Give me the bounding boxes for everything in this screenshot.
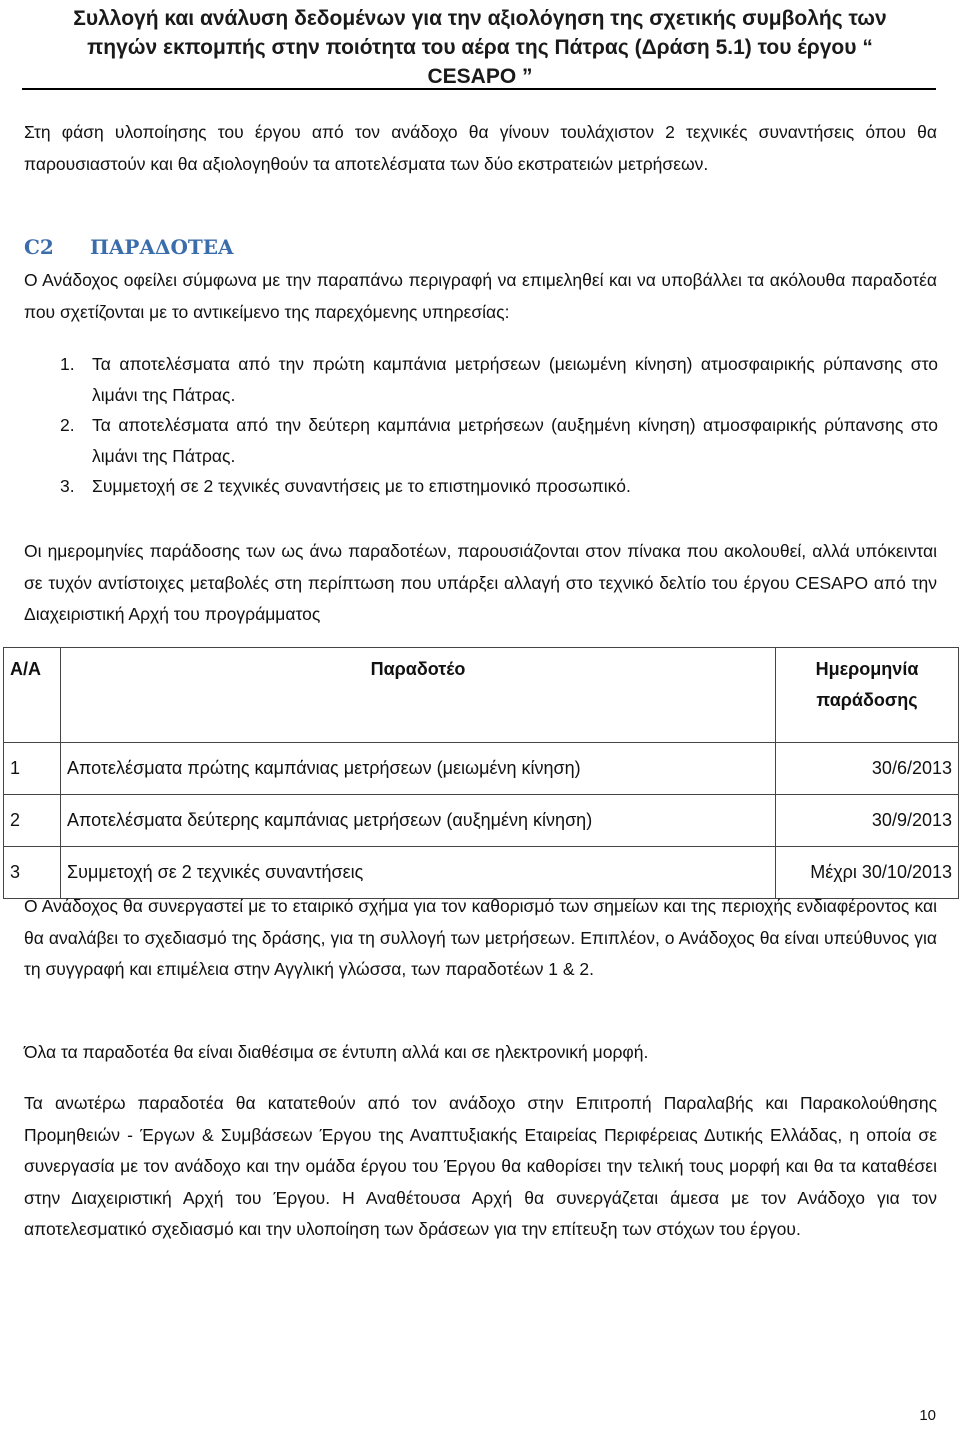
page-number: 10 <box>919 1407 936 1424</box>
list-item-text: Συμμετοχή σε 2 τεχνικές συναντήσεις με το επιστημονικό προσωπικό. <box>92 476 631 496</box>
list-item-text: Τα αποτελέσματα από την δεύτερη καμπάνια μετρήσεων (αυξημένη κίνηση) ατμοσφαιρικής ρύπανσης στο λιμάνι της Πάτρας. <box>92 415 938 466</box>
section-intro-paragraph: Ο Ανάδοχος οφείλει σύμφωνα με την παραπάνω περιγραφή να επιμεληθεί και να υποβάλλει τα ακόλουθα παραδοτέα που σχετίζονται με το αντικείμενο της παρεχόμενης υπηρεσίας: <box>24 270 937 322</box>
section-number: C2 <box>24 235 54 259</box>
running-header <box>22 4 938 91</box>
dates-paragraph: Οι ημερομηνίες παράδοσης των ως άνω παραδοτέων, παρουσιάζονται στον πίνακα που ακολουθεί, αλλά υπόκεινται σε τυχόν αντίστοιχες μεταβολές στη περίπτωση που υπάρξει αλλαγή στο τεχνικό δελτίο του έργου CESAPO από την Διαχειριστική Αρχή του προγράμματος <box>24 541 937 624</box>
table-cell-deliverable: Συμμετοχή σε 2 τεχνικές συναντήσεις <box>61 847 776 899</box>
list-item-number: 1. <box>60 354 75 374</box>
deliverables-table <box>3 647 959 899</box>
table-cell-deliverable: Αποτελέσματα πρώτης καμπάνιας μετρήσεων (μειωμένη κίνηση) <box>61 743 776 795</box>
header-line-3: CESAPO ” <box>427 65 533 88</box>
cooperation-paragraph: Ο Ανάδοχος θα συνεργαστεί με το εταιρικό σχήμα για τον καθορισμό των σημείων και της περιοχής ενδιαφέροντος και θα αναλάβει το σχεδιασμό της δράσης, για τη συλλογή των μετρήσεων. Επιπλέον, ο Ανάδοχος θα είναι υπεύθυνος για τη συγγραφή και επιμέλεια στην Αγγλική γλώσσα, των παραδοτέων 1 & 2. <box>24 896 937 979</box>
header-line-1: Συλλογή και ανάλυση δεδομένων για την αξιολόγηση της σχετικής συμβολής των <box>73 7 887 30</box>
submission-paragraph: Τα ανωτέρω παραδοτέα θα κατατεθούν από τον ανάδοχο στην Επιτροπή Παραλαβής και Παρακολούθησης Προμηθειών - Έργων & Συμβάσεων Έργου της Αναπτυξιακής Εταιρείας Περιφέρειας Δυτικής Ελλάδας, η οποία σε συνεργασία με τον ανάδοχο και την ομάδα έργου του Έργου θα καθορίσει την τελική τους μορφή και θα τα καταθέσει στην Διαχειριστική Αρχή του Έργου. Η Αναθέτουσα Αρχή θα συνεργάζεται άμεσα με τον Ανάδοχο για τον αποτελεσματικό σχεδιασμό και την υλοποίηση των δράσεων για την επίτευξη των στόχων του έργου. <box>24 1093 937 1239</box>
list-item-text: Τα αποτελέσματα από την πρώτη καμπάνια μετρήσεων (μειωμένη κίνηση) ατμοσφαιρικής ρύπανσης στο λιμάνι της Πάτρας. <box>92 354 938 405</box>
table-header-row <box>4 648 959 743</box>
table-cell-number: 1 <box>4 743 61 795</box>
table-row <box>4 743 959 795</box>
list-item-number: 3. <box>60 476 75 496</box>
header-divider <box>22 88 936 90</box>
table-cell-number: 3 <box>4 847 61 899</box>
list-item <box>60 349 938 410</box>
table-cell-number: 2 <box>4 795 61 847</box>
deliverables-list <box>60 349 938 502</box>
column-header-deliverable: Παραδοτέο <box>61 648 776 743</box>
section-heading <box>24 232 624 262</box>
column-header-date: Ημερομηνία παράδοσης <box>776 648 959 743</box>
table-cell-date: Μέχρι 30/10/2013 <box>776 847 959 899</box>
header-line-2: πηγών εκπομπής στην ποιότητα του αέρα της Πάτρας (Δράση 5.1) του έργου “ <box>87 36 873 59</box>
column-header-number: Α/Α <box>4 648 61 743</box>
formats-paragraph: Όλα τα παραδοτέα θα είναι διαθέσιμα σε έντυπη αλλά και σε ηλεκτρονική μορφή. <box>24 1042 649 1062</box>
table-cell-date: 30/9/2013 <box>776 795 959 847</box>
table-row <box>4 795 959 847</box>
section-title: ΠΑΡΑΔΟΤΕΑ <box>90 235 234 259</box>
intro-paragraph: Στη φάση υλοποίησης του έργου από τον ανάδοχο θα γίνουν τουλάχιστον 2 τεχνικές συναντήσεις όπου θα παρουσιαστούν και θα αξιολογηθούν τα αποτελέσματα των δύο εκστρατειών μετρήσεων. <box>24 122 937 174</box>
list-item <box>60 410 938 471</box>
list-item-number: 2. <box>60 415 75 435</box>
table-cell-deliverable: Αποτελέσματα δεύτερης καμπάνιας μετρήσεων (αυξημένη κίνηση) <box>61 795 776 847</box>
table-cell-date: 30/6/2013 <box>776 743 959 795</box>
list-item <box>60 471 938 502</box>
